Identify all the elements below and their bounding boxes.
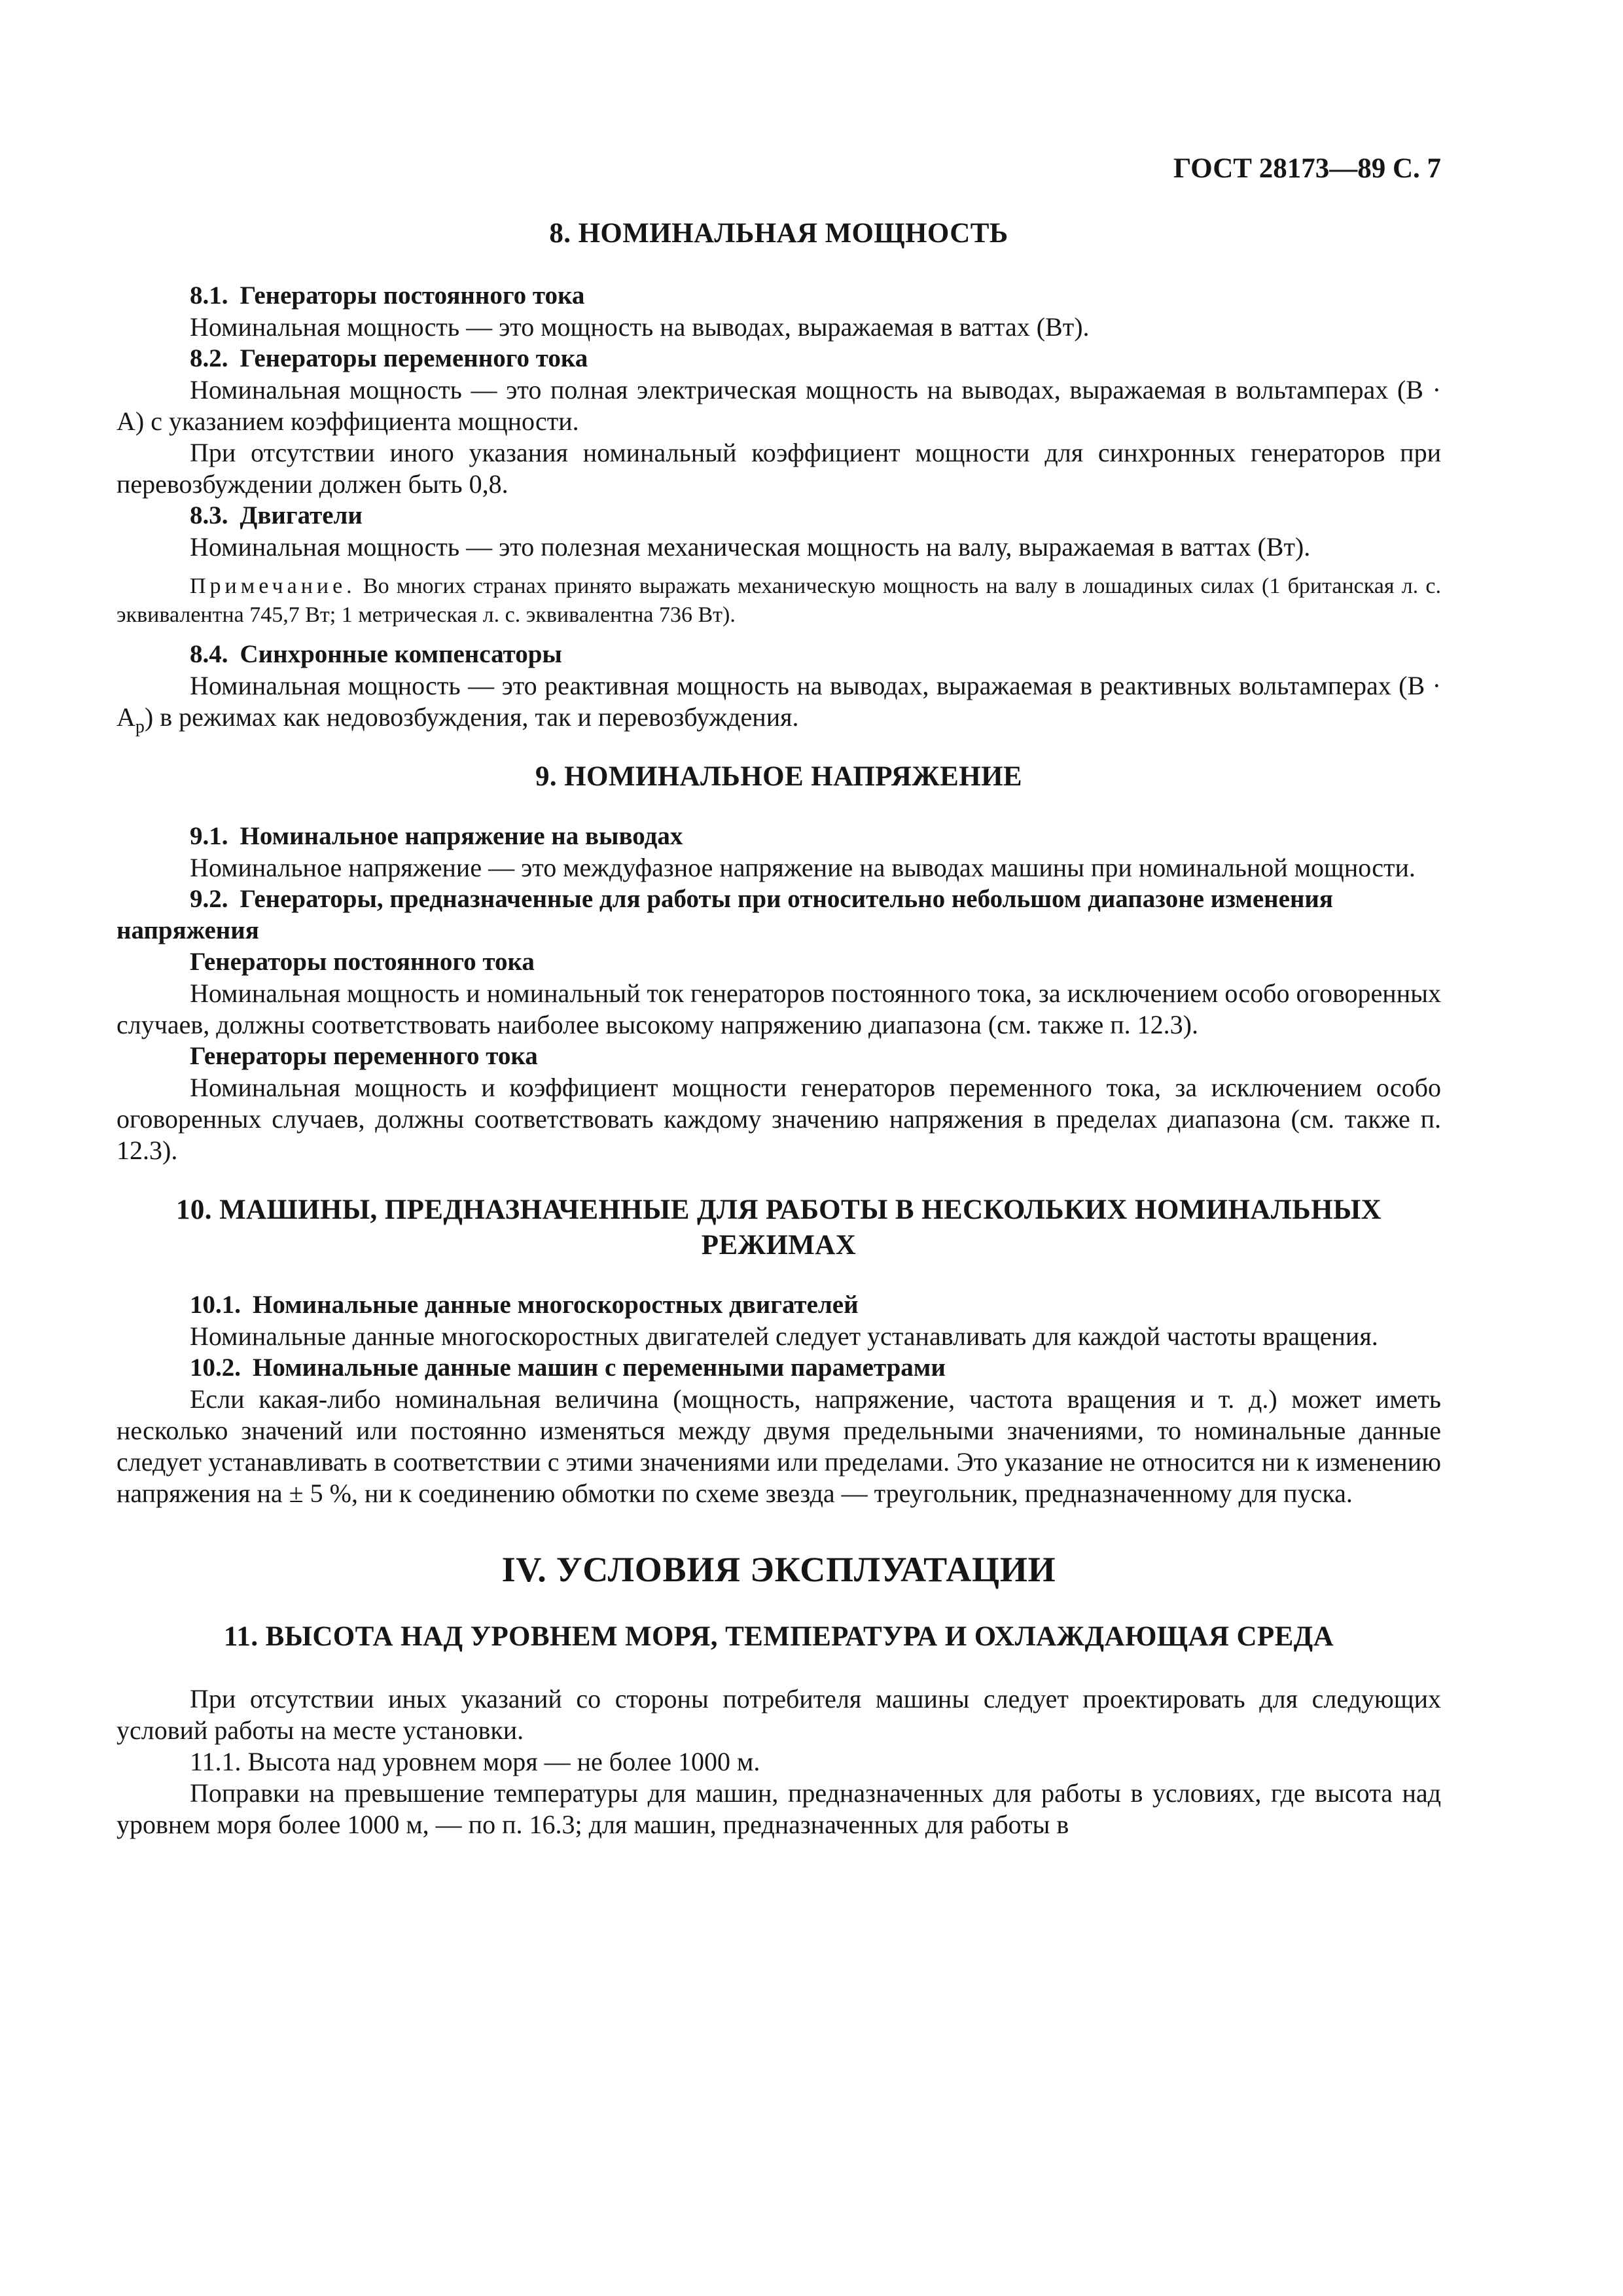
dc-generators-heading: Генераторы постоянного тока xyxy=(190,948,535,976)
paragraph: Номинальная мощность — это мощность на выводах, выражаемая в ваттах (Вт). xyxy=(190,312,1090,342)
subsection-10-1-heading xyxy=(116,1289,1441,1321)
note-text: Во многих странах принято выражать механическую мощность на валу в лошадиных силах (1 британская л. с. эквивалентна 745,7 Вт; 1 метрическая л. с. эквивалентна 736 Вт). xyxy=(116,574,1441,627)
section-11-title: 11. ВЫСОТА НАД УРОВНЕМ МОРЯ, ТЕМПЕРАТУРА И ОХЛАЖДАЮЩАЯ СРЕДА xyxy=(223,1621,1334,1652)
subsection-title: Генераторы переменного тока xyxy=(240,344,588,372)
subsection-9-2-heading xyxy=(116,884,1441,946)
subsection-title: Номинальное напряжение на выводах xyxy=(240,822,683,850)
section-8-title: 8. НОМИНАЛЬНАЯ МОЩНОСТЬ xyxy=(549,218,1008,249)
paragraph: 11.1. Высота над уровнем моря — не более 1000 м. xyxy=(190,1747,760,1776)
note-label: Примечание. xyxy=(190,574,356,598)
subsection-10-2-heading xyxy=(116,1352,1441,1384)
document-header: ГОСТ 28173—89 С. 7 xyxy=(1173,153,1441,184)
paragraph: Номинальная мощность — это полная электрическая мощность на выводах, выражаемая в вольтамперах (В · А) с указанием коэффициента мощности. xyxy=(116,375,1441,436)
document-page xyxy=(116,151,1441,1840)
subsection-number: 9.2. xyxy=(190,885,228,913)
subsection-8-3-heading xyxy=(116,500,1441,531)
subsection-9-1-heading xyxy=(116,821,1441,852)
note xyxy=(116,572,1441,630)
subsection-title: Генераторы, предназначенные для работы при относительно небольшом диапазоне изменения напряжения xyxy=(116,885,1334,944)
text-fragment: Номинальная мощность — это реактивная мощность на выводах, выражаемая в реактивных вольтамперах (В · А xyxy=(116,671,1441,732)
section-9-title: 9. НОМИНАЛЬНОЕ НАПРЯЖЕНИЕ xyxy=(535,761,1023,792)
section-10-title: 10. МАШИНЫ, ПРЕДНАЗНАЧЕННЫЕ ДЛЯ РАБОТЫ В НЕСКОЛЬКИХ НОМИНАЛЬНЫХ РЕЖИМАХ xyxy=(175,1194,1382,1261)
subsection-number: 8.1. xyxy=(190,281,228,310)
paragraph: Если какая-либо номинальная величина (мощность, напряжение, частота вращения и т. д.) может иметь несколько значений или постоянно изменяться между двумя предельными значениями, то номинальные данные следует устанавливать в соответствии с этими значениями или пределами. Это указание не относится ни к изменению напряжения на ± 5 %, ни к соединению обмотки по схеме звезда — треугольник, предназначенному для пуска. xyxy=(116,1384,1441,1508)
ac-generators-heading: Генераторы переменного тока xyxy=(190,1042,538,1070)
subsection-8-1-heading xyxy=(116,280,1441,312)
paragraph: Номинальная мощность и коэффициент мощности генераторов переменного тока, за исключением особо оговоренных случаев, должны соответствовать каждому значению напряжения в пределах диапазона (см. также п. 12.3). xyxy=(116,1073,1441,1165)
paragraph: Номинальные данные многоскоростных двигателей следует устанавливать для каждой частоты вращения. xyxy=(190,1321,1378,1351)
subscript: р xyxy=(135,716,145,737)
text-fragment: ) в режимах как недовозбуждения, так и перевозбуждения. xyxy=(144,702,799,732)
subsection-8-2-heading xyxy=(116,343,1441,374)
subsection-number: 8.4. xyxy=(190,640,228,668)
subsection-title: Генераторы постоянного тока xyxy=(240,281,585,310)
subsection-number: 8.2. xyxy=(190,344,228,372)
subsection-number: 10.2. xyxy=(190,1354,241,1382)
subsection-number: 10.1. xyxy=(190,1291,241,1319)
paragraph: Номинальная мощность и номинальный ток генераторов постоянного тока, за исключением особо оговоренных случаев, должны соответствовать наиболее высокому напряжению диапазона (см. также п. 12.3). xyxy=(116,978,1441,1039)
subsection-title: Номинальные данные машин с переменными параметрами xyxy=(253,1354,946,1382)
paragraph xyxy=(116,670,1441,737)
paragraph: Номинальное напряжение — это междуфазное напряжение на выводах машины при номинальной мощности. xyxy=(190,853,1416,882)
paragraph: При отсутствии иных указаний со стороны потребителя машины следует проектировать для следующих условий работы на месте установки. xyxy=(116,1684,1441,1745)
subsection-title: Синхронные компенсаторы xyxy=(240,640,562,668)
subsection-number: 8.3. xyxy=(190,501,228,529)
paragraph: При отсутствии иного указания номинальный коэффициент мощности для синхронных генераторов при перевозбуждении должен быть 0,8. xyxy=(116,438,1441,499)
part-4-title: IV. УСЛОВИЯ ЭКСПЛУАТАЦИИ xyxy=(501,1550,1056,1589)
subsection-8-4-heading xyxy=(116,639,1441,670)
subsection-title: Номинальные данные многоскоростных двигателей xyxy=(253,1291,859,1319)
paragraph: Поправки на превышение температуры для машин, предназначенных для работы в условиях, где высота над уровнем моря более 1000 м, — по п. 16.3; для машин, предназначенных для работы в xyxy=(116,1778,1441,1839)
paragraph: Номинальная мощность — это полезная механическая мощность на валу, выражаемая в ваттах (Вт). xyxy=(190,532,1311,562)
subsection-number: 9.1. xyxy=(190,822,228,850)
subsection-title: Двигатели xyxy=(240,501,363,529)
